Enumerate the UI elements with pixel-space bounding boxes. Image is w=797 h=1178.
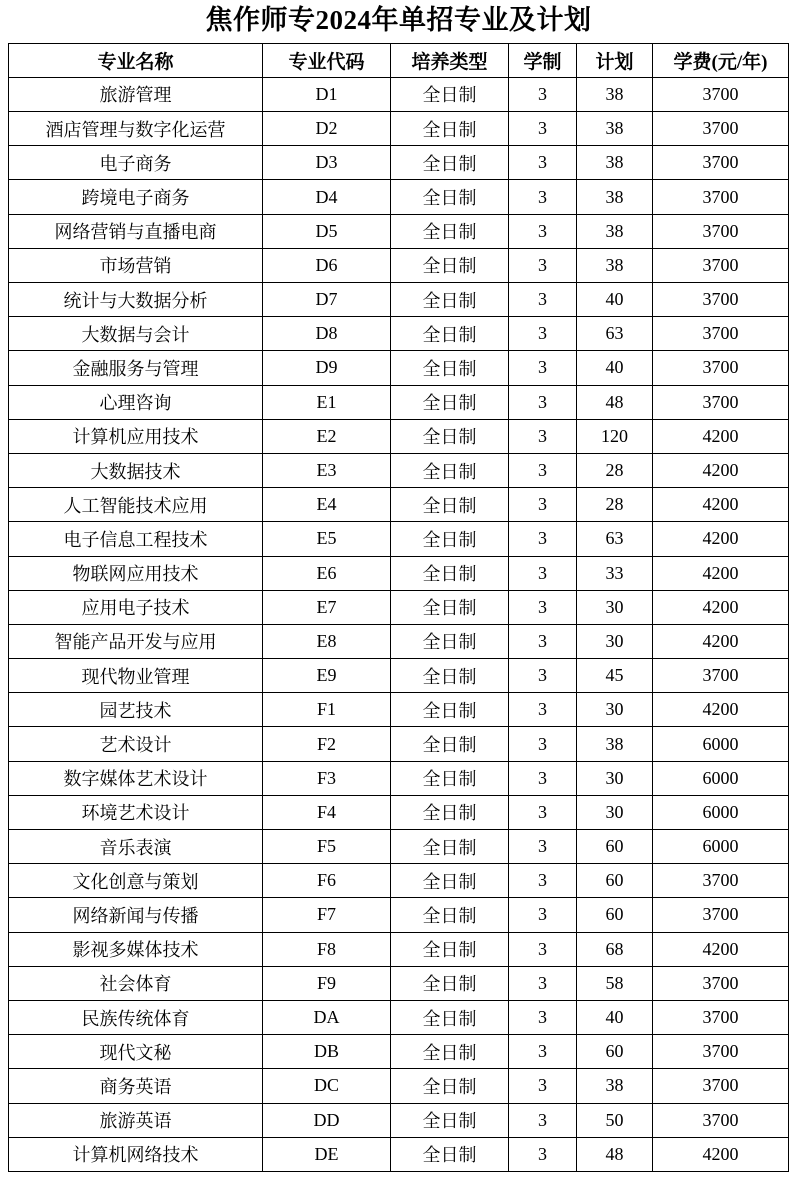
cell-tuition: 3700 bbox=[653, 864, 789, 898]
cell-training-type: 全日制 bbox=[391, 1137, 509, 1171]
cell-major-name: 数字媒体艺术设计 bbox=[9, 761, 263, 795]
table-row bbox=[9, 556, 789, 590]
cell-duration: 3 bbox=[509, 590, 577, 624]
cell-training-type: 全日制 bbox=[391, 932, 509, 966]
cell-training-type: 全日制 bbox=[391, 727, 509, 761]
cell-major-code: F3 bbox=[263, 761, 391, 795]
cell-training-type: 全日制 bbox=[391, 522, 509, 556]
cell-major-code: E2 bbox=[263, 419, 391, 453]
cell-duration: 3 bbox=[509, 453, 577, 487]
cell-training-type: 全日制 bbox=[391, 146, 509, 180]
cell-major-name: 电子商务 bbox=[9, 146, 263, 180]
table-row bbox=[9, 864, 789, 898]
cell-tuition: 4200 bbox=[653, 556, 789, 590]
cell-major-code: F7 bbox=[263, 898, 391, 932]
cell-duration: 3 bbox=[509, 248, 577, 282]
cell-major-code: E3 bbox=[263, 453, 391, 487]
cell-tuition: 3700 bbox=[653, 1000, 789, 1034]
cell-tuition: 3700 bbox=[653, 248, 789, 282]
cell-duration: 3 bbox=[509, 1000, 577, 1034]
cell-quota: 40 bbox=[577, 1000, 653, 1034]
table-row bbox=[9, 624, 789, 658]
cell-major-code: E9 bbox=[263, 659, 391, 693]
cell-major-code: D8 bbox=[263, 317, 391, 351]
cell-major-code: D5 bbox=[263, 214, 391, 248]
table-row bbox=[9, 761, 789, 795]
table-row bbox=[9, 419, 789, 453]
cell-tuition: 3700 bbox=[653, 77, 789, 111]
cell-training-type: 全日制 bbox=[391, 693, 509, 727]
cell-major-name: 应用电子技术 bbox=[9, 590, 263, 624]
cell-duration: 3 bbox=[509, 1103, 577, 1137]
cell-major-name: 跨境电子商务 bbox=[9, 180, 263, 214]
cell-major-code: F4 bbox=[263, 795, 391, 829]
cell-major-code: F8 bbox=[263, 932, 391, 966]
cell-tuition: 3700 bbox=[653, 180, 789, 214]
cell-training-type: 全日制 bbox=[391, 317, 509, 351]
cell-duration: 3 bbox=[509, 864, 577, 898]
cell-major-code: F9 bbox=[263, 966, 391, 1000]
cell-major-code: E8 bbox=[263, 624, 391, 658]
cell-major-code: E7 bbox=[263, 590, 391, 624]
cell-major-code: D6 bbox=[263, 248, 391, 282]
cell-quota: 33 bbox=[577, 556, 653, 590]
cell-training-type: 全日制 bbox=[391, 248, 509, 282]
table-row bbox=[9, 659, 789, 693]
cell-quota: 38 bbox=[577, 727, 653, 761]
cell-training-type: 全日制 bbox=[391, 1069, 509, 1103]
cell-major-code: D9 bbox=[263, 351, 391, 385]
cell-tuition: 4200 bbox=[653, 693, 789, 727]
column-header-major-code: 专业代码 bbox=[263, 43, 391, 77]
table-row bbox=[9, 1103, 789, 1137]
table-row bbox=[9, 727, 789, 761]
cell-major-name: 心理咨询 bbox=[9, 385, 263, 419]
cell-major-code: DB bbox=[263, 1035, 391, 1069]
table-row bbox=[9, 385, 789, 419]
cell-major-name: 旅游管理 bbox=[9, 77, 263, 111]
table-row bbox=[9, 1000, 789, 1034]
cell-tuition: 4200 bbox=[653, 590, 789, 624]
cell-major-code: D4 bbox=[263, 180, 391, 214]
cell-major-name: 旅游英语 bbox=[9, 1103, 263, 1137]
table-row bbox=[9, 214, 789, 248]
cell-quota: 40 bbox=[577, 283, 653, 317]
cell-quota: 38 bbox=[577, 248, 653, 282]
cell-training-type: 全日制 bbox=[391, 556, 509, 590]
cell-duration: 3 bbox=[509, 1137, 577, 1171]
table-row bbox=[9, 488, 789, 522]
table-row bbox=[9, 180, 789, 214]
column-header-quota: 计划 bbox=[577, 43, 653, 77]
cell-major-name: 酒店管理与数字化运营 bbox=[9, 112, 263, 146]
cell-major-code: DA bbox=[263, 1000, 391, 1034]
cell-major-name: 网络新闻与传播 bbox=[9, 898, 263, 932]
cell-training-type: 全日制 bbox=[391, 1000, 509, 1034]
cell-tuition: 3700 bbox=[653, 351, 789, 385]
cell-training-type: 全日制 bbox=[391, 488, 509, 522]
cell-duration: 3 bbox=[509, 795, 577, 829]
cell-quota: 38 bbox=[577, 146, 653, 180]
cell-duration: 3 bbox=[509, 77, 577, 111]
cell-duration: 3 bbox=[509, 1069, 577, 1103]
cell-training-type: 全日制 bbox=[391, 180, 509, 214]
cell-tuition: 6000 bbox=[653, 727, 789, 761]
cell-training-type: 全日制 bbox=[391, 1103, 509, 1137]
cell-quota: 68 bbox=[577, 932, 653, 966]
table-row bbox=[9, 590, 789, 624]
table-row bbox=[9, 1137, 789, 1171]
cell-duration: 3 bbox=[509, 898, 577, 932]
cell-training-type: 全日制 bbox=[391, 830, 509, 864]
cell-quota: 63 bbox=[577, 317, 653, 351]
page-title: 焦作师专2024年单招专业及计划 bbox=[205, 5, 592, 35]
table-row bbox=[9, 1069, 789, 1103]
cell-duration: 3 bbox=[509, 624, 577, 658]
cell-duration: 3 bbox=[509, 659, 577, 693]
cell-quota: 30 bbox=[577, 590, 653, 624]
cell-major-name: 大数据与会计 bbox=[9, 317, 263, 351]
cell-duration: 3 bbox=[509, 932, 577, 966]
cell-major-name: 社会体育 bbox=[9, 966, 263, 1000]
cell-training-type: 全日制 bbox=[391, 112, 509, 146]
cell-duration: 3 bbox=[509, 317, 577, 351]
cell-major-code: D7 bbox=[263, 283, 391, 317]
cell-tuition: 3700 bbox=[653, 1069, 789, 1103]
cell-quota: 30 bbox=[577, 693, 653, 727]
cell-duration: 3 bbox=[509, 351, 577, 385]
cell-quota: 50 bbox=[577, 1103, 653, 1137]
table-row bbox=[9, 1035, 789, 1069]
cell-tuition: 6000 bbox=[653, 795, 789, 829]
cell-tuition: 4200 bbox=[653, 522, 789, 556]
table-row bbox=[9, 522, 789, 556]
cell-training-type: 全日制 bbox=[391, 351, 509, 385]
cell-major-code: DD bbox=[263, 1103, 391, 1137]
cell-duration: 3 bbox=[509, 761, 577, 795]
cell-major-code: F2 bbox=[263, 727, 391, 761]
table-row bbox=[9, 932, 789, 966]
cell-major-name: 商务英语 bbox=[9, 1069, 263, 1103]
cell-duration: 3 bbox=[509, 112, 577, 146]
cell-major-code: D1 bbox=[263, 77, 391, 111]
cell-tuition: 3700 bbox=[653, 385, 789, 419]
cell-tuition: 4200 bbox=[653, 419, 789, 453]
table-row bbox=[9, 77, 789, 111]
cell-tuition: 4200 bbox=[653, 488, 789, 522]
cell-quota: 38 bbox=[577, 214, 653, 248]
table-row bbox=[9, 453, 789, 487]
cell-quota: 60 bbox=[577, 864, 653, 898]
cell-major-code: D2 bbox=[263, 112, 391, 146]
table-row bbox=[9, 693, 789, 727]
cell-quota: 45 bbox=[577, 659, 653, 693]
cell-major-name: 市场营销 bbox=[9, 248, 263, 282]
table-row bbox=[9, 898, 789, 932]
cell-major-code: DC bbox=[263, 1069, 391, 1103]
cell-duration: 3 bbox=[509, 146, 577, 180]
cell-training-type: 全日制 bbox=[391, 283, 509, 317]
cell-tuition: 3700 bbox=[653, 317, 789, 351]
cell-training-type: 全日制 bbox=[391, 590, 509, 624]
table-row bbox=[9, 795, 789, 829]
cell-training-type: 全日制 bbox=[391, 659, 509, 693]
cell-major-code: D3 bbox=[263, 146, 391, 180]
cell-major-name: 计算机网络技术 bbox=[9, 1137, 263, 1171]
cell-tuition: 3700 bbox=[653, 214, 789, 248]
cell-training-type: 全日制 bbox=[391, 419, 509, 453]
table-row bbox=[9, 146, 789, 180]
cell-training-type: 全日制 bbox=[391, 77, 509, 111]
cell-quota: 60 bbox=[577, 1035, 653, 1069]
cell-major-code: E4 bbox=[263, 488, 391, 522]
cell-major-name: 影视多媒体技术 bbox=[9, 932, 263, 966]
cell-training-type: 全日制 bbox=[391, 761, 509, 795]
cell-major-name: 环境艺术设计 bbox=[9, 795, 263, 829]
cell-tuition: 6000 bbox=[653, 761, 789, 795]
cell-major-code: E5 bbox=[263, 522, 391, 556]
table-row bbox=[9, 351, 789, 385]
column-header-duration: 学制 bbox=[509, 43, 577, 77]
cell-quota: 38 bbox=[577, 180, 653, 214]
cell-major-name: 电子信息工程技术 bbox=[9, 522, 263, 556]
cell-quota: 60 bbox=[577, 898, 653, 932]
table-row bbox=[9, 966, 789, 1000]
cell-quota: 48 bbox=[577, 1137, 653, 1171]
cell-tuition: 3700 bbox=[653, 1103, 789, 1137]
cell-training-type: 全日制 bbox=[391, 453, 509, 487]
table-row bbox=[9, 830, 789, 864]
cell-major-name: 统计与大数据分析 bbox=[9, 283, 263, 317]
cell-tuition: 3700 bbox=[653, 898, 789, 932]
cell-quota: 63 bbox=[577, 522, 653, 556]
column-header-major-name: 专业名称 bbox=[9, 43, 263, 77]
cell-major-code: F5 bbox=[263, 830, 391, 864]
cell-training-type: 全日制 bbox=[391, 1035, 509, 1069]
cell-duration: 3 bbox=[509, 966, 577, 1000]
cell-major-code: F6 bbox=[263, 864, 391, 898]
cell-quota: 30 bbox=[577, 795, 653, 829]
cell-major-name: 艺术设计 bbox=[9, 727, 263, 761]
cell-training-type: 全日制 bbox=[391, 624, 509, 658]
cell-major-code: DE bbox=[263, 1137, 391, 1171]
cell-quota: 28 bbox=[577, 488, 653, 522]
cell-duration: 3 bbox=[509, 419, 577, 453]
cell-major-name: 音乐表演 bbox=[9, 830, 263, 864]
cell-major-code: E6 bbox=[263, 556, 391, 590]
cell-major-name: 现代物业管理 bbox=[9, 659, 263, 693]
cell-major-name: 现代文秘 bbox=[9, 1035, 263, 1069]
column-header-training-type: 培养类型 bbox=[391, 43, 509, 77]
cell-quota: 30 bbox=[577, 624, 653, 658]
cell-major-name: 大数据技术 bbox=[9, 453, 263, 487]
majors-plan-table bbox=[8, 43, 789, 1172]
cell-training-type: 全日制 bbox=[391, 898, 509, 932]
cell-major-name: 计算机应用技术 bbox=[9, 419, 263, 453]
cell-tuition: 4200 bbox=[653, 1137, 789, 1171]
cell-tuition: 4200 bbox=[653, 932, 789, 966]
cell-duration: 3 bbox=[509, 693, 577, 727]
cell-quota: 48 bbox=[577, 385, 653, 419]
cell-tuition: 6000 bbox=[653, 830, 789, 864]
cell-quota: 30 bbox=[577, 761, 653, 795]
table-row bbox=[9, 112, 789, 146]
cell-duration: 3 bbox=[509, 1035, 577, 1069]
cell-major-name: 网络营销与直播电商 bbox=[9, 214, 263, 248]
table-row bbox=[9, 283, 789, 317]
cell-training-type: 全日制 bbox=[391, 385, 509, 419]
cell-major-name: 智能产品开发与应用 bbox=[9, 624, 263, 658]
cell-duration: 3 bbox=[509, 830, 577, 864]
cell-tuition: 3700 bbox=[653, 1035, 789, 1069]
cell-tuition: 3700 bbox=[653, 283, 789, 317]
cell-major-code: E1 bbox=[263, 385, 391, 419]
cell-major-name: 园艺技术 bbox=[9, 693, 263, 727]
table-body bbox=[9, 77, 789, 1171]
cell-training-type: 全日制 bbox=[391, 966, 509, 1000]
cell-training-type: 全日制 bbox=[391, 795, 509, 829]
cell-major-name: 民族传统体育 bbox=[9, 1000, 263, 1034]
cell-quota: 120 bbox=[577, 419, 653, 453]
cell-duration: 3 bbox=[509, 522, 577, 556]
cell-quota: 58 bbox=[577, 966, 653, 1000]
cell-major-name: 金融服务与管理 bbox=[9, 351, 263, 385]
cell-tuition: 3700 bbox=[653, 146, 789, 180]
cell-tuition: 3700 bbox=[653, 966, 789, 1000]
cell-duration: 3 bbox=[509, 214, 577, 248]
cell-duration: 3 bbox=[509, 488, 577, 522]
cell-tuition: 4200 bbox=[653, 453, 789, 487]
cell-quota: 38 bbox=[577, 112, 653, 146]
cell-duration: 3 bbox=[509, 556, 577, 590]
cell-quota: 38 bbox=[577, 77, 653, 111]
table-header-row bbox=[9, 43, 789, 77]
cell-major-code: F1 bbox=[263, 693, 391, 727]
cell-training-type: 全日制 bbox=[391, 214, 509, 248]
cell-major-name: 人工智能技术应用 bbox=[9, 488, 263, 522]
cell-duration: 3 bbox=[509, 180, 577, 214]
cell-duration: 3 bbox=[509, 283, 577, 317]
table-row bbox=[9, 317, 789, 351]
column-header-tuition: 学费(元/年) bbox=[653, 43, 789, 77]
table-row bbox=[9, 248, 789, 282]
cell-quota: 60 bbox=[577, 830, 653, 864]
cell-major-name: 文化创意与策划 bbox=[9, 864, 263, 898]
cell-tuition: 4200 bbox=[653, 624, 789, 658]
cell-tuition: 3700 bbox=[653, 659, 789, 693]
cell-tuition: 3700 bbox=[653, 112, 789, 146]
cell-training-type: 全日制 bbox=[391, 864, 509, 898]
cell-quota: 40 bbox=[577, 351, 653, 385]
cell-major-name: 物联网应用技术 bbox=[9, 556, 263, 590]
cell-quota: 38 bbox=[577, 1069, 653, 1103]
cell-quota: 28 bbox=[577, 453, 653, 487]
cell-duration: 3 bbox=[509, 727, 577, 761]
cell-duration: 3 bbox=[509, 385, 577, 419]
